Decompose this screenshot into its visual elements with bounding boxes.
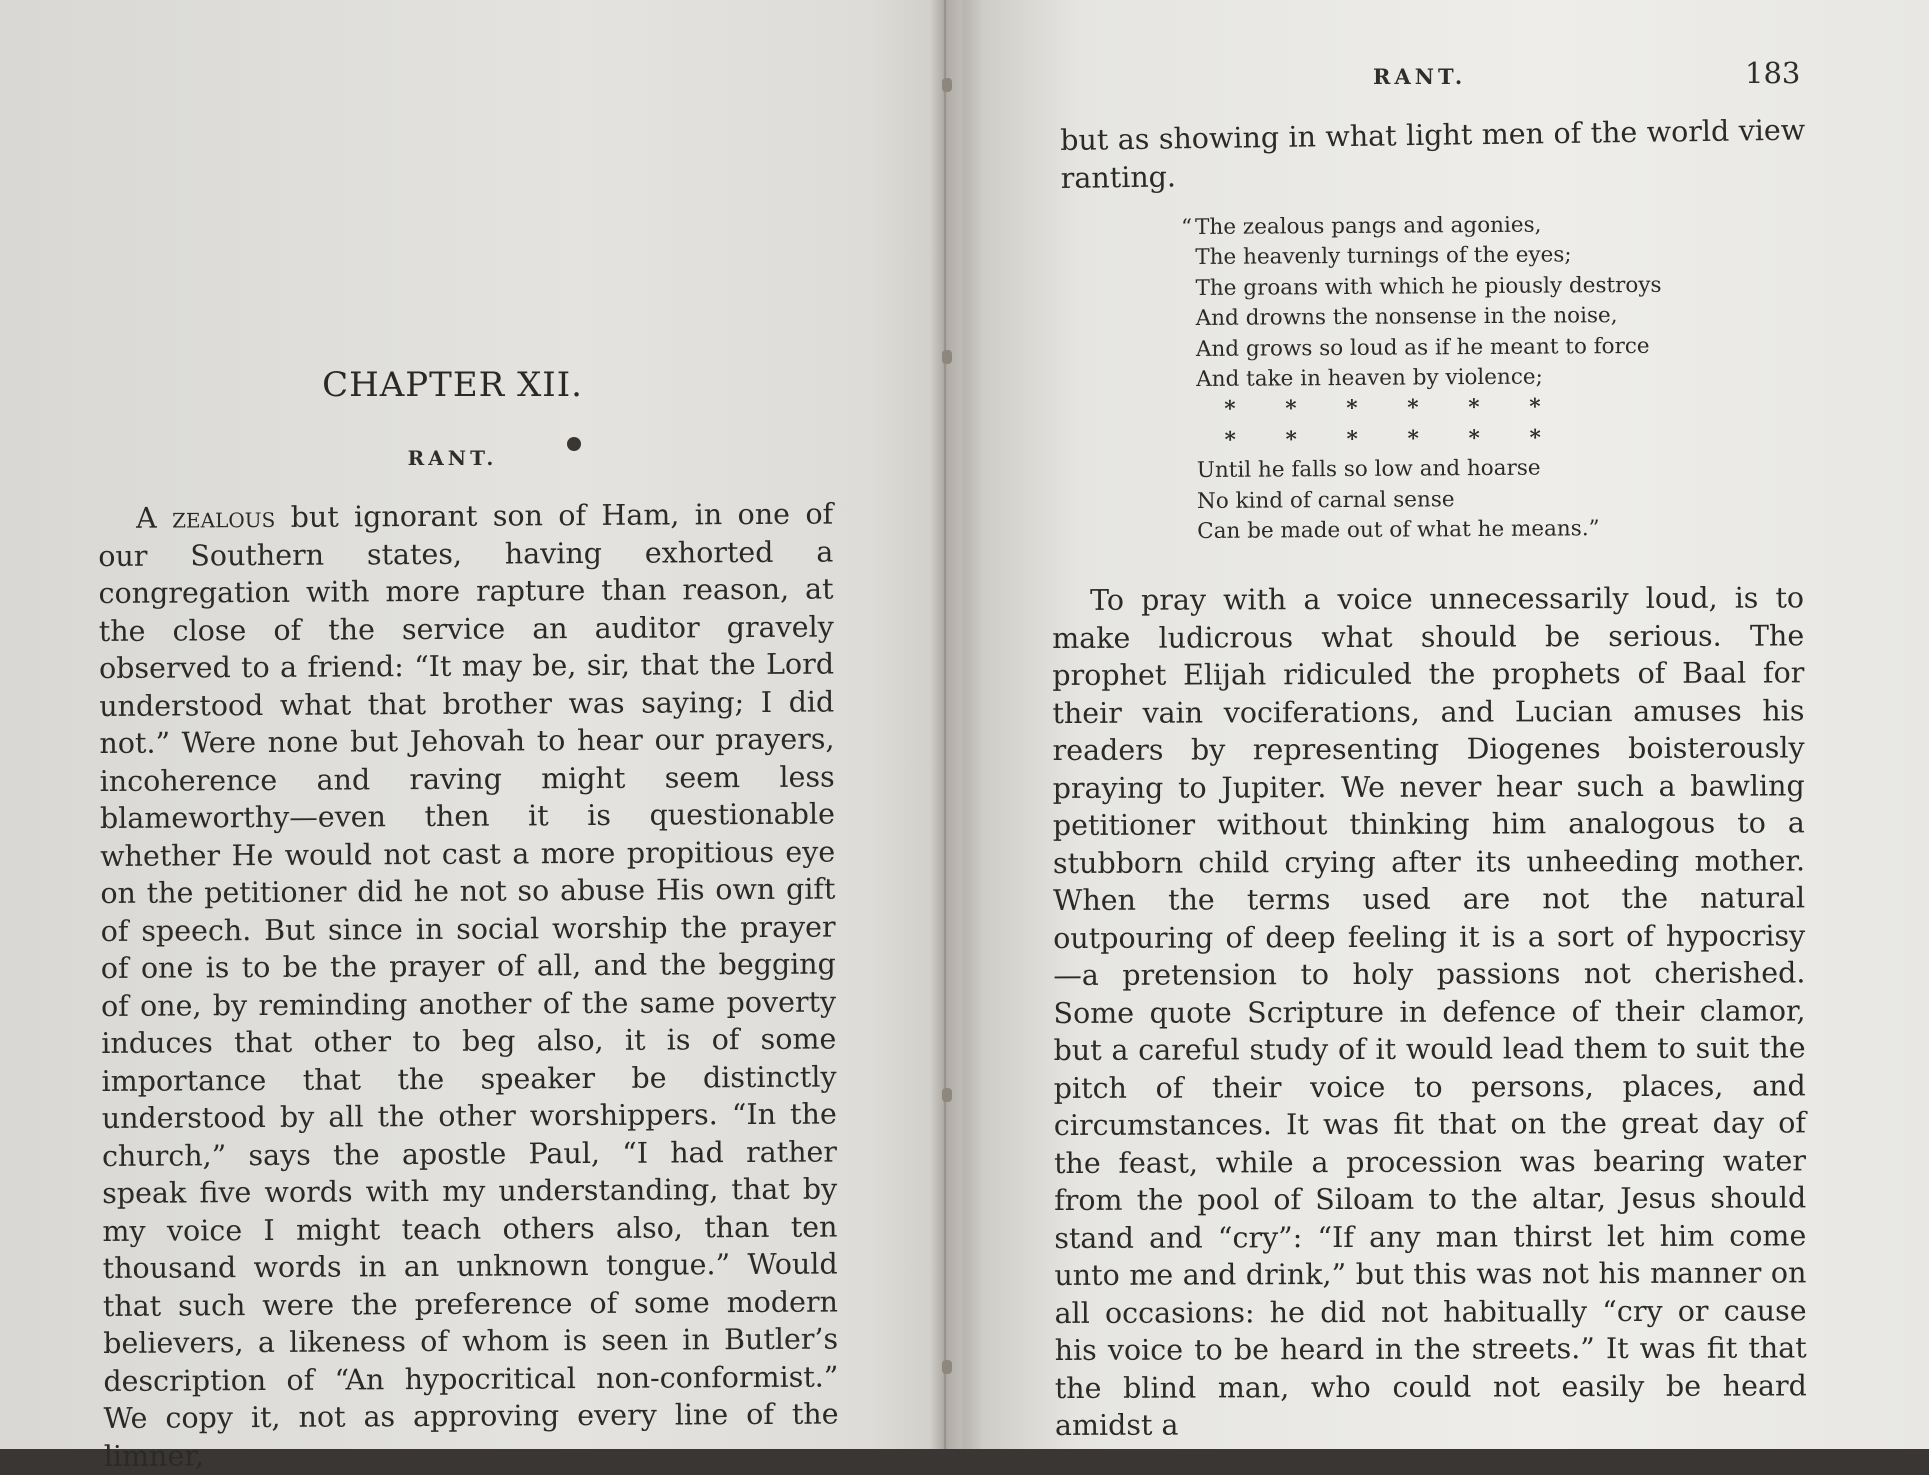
verse-stars-row — [1196, 392, 1662, 426]
star-mark: * — [1285, 427, 1297, 453]
binding-stitch — [942, 1088, 952, 1102]
right-body-text — [1052, 579, 1807, 1444]
star-mark: * — [1224, 427, 1236, 453]
verse-line: The heavenly turnings of the eyes; — [1195, 242, 1572, 271]
binding-stitch — [942, 78, 952, 92]
paragraph-lead: A — [136, 501, 173, 535]
star-mark: * — [1285, 396, 1297, 422]
star-mark: * — [1407, 395, 1419, 421]
verse-open-quote: “ — [1181, 215, 1193, 241]
right-intro-text — [1060, 112, 1806, 197]
chapter-title-text: CHAPTER XII. — [322, 365, 583, 405]
verse-line: The groans with which he piously destroys — [1195, 272, 1662, 301]
verse-line: And take in heaven by violence; — [1196, 364, 1543, 393]
verse-block — [1181, 210, 1663, 548]
left-body-text — [98, 496, 839, 1475]
star-mark: * — [1468, 395, 1480, 421]
right-paragraph: To pray with a voice unnecessarily loud, is to make ludicrous what should be serious. The prophet Elijah ridiculed the prophets of Baal for their vain vociferations, and Lucian amuses his readers by representing Diogenes boisterously praying to Jupiter. We never hear such a bawling petitioner without thinking him analogous to a stubborn child crying after its unheeding mother. When the terms used are not the natural outpouring of deep feeling it is a sort of hypocrisy—a pretension to holy passions not cherished. Some quote Scripture in defence of their clamor, but a careful study of it would lead them to suit the pitch of their voice to persons, places, and circumstances. It was fit that on the great day of the feast, while a procession was bearing water from the pool of Siloam to the altar, Jesus should stand and “cry”: “If any man thirst let him come unto me and drink,” but this was not his manner on all occasions: he did not habitually “cry or cause his voice to be heard in the streets.” It was fit that the blind man, who could not easily be heard amidst a — [1052, 581, 1807, 1442]
verse-line: The zealous pangs and agonies, — [1195, 212, 1542, 240]
page-number: 183 — [1745, 56, 1801, 90]
star-mark: * — [1468, 425, 1480, 451]
binding-stitch — [942, 1360, 952, 1374]
chapter-subtitle — [0, 446, 945, 470]
verse-line: And drowns the nonsense in the noise, — [1195, 303, 1618, 332]
star-mark: * — [1346, 396, 1358, 422]
star-mark: * — [1529, 395, 1541, 421]
running-head: RANT. — [1373, 64, 1467, 89]
intro-paragraph: but as showing in what light men of the world view ranting. — [1060, 113, 1806, 195]
paragraph-rest: but ignorant son of Ham, in one of our Southern states, having exhorted a congregation with more rapture than reason, at the close of the service an auditor gravely observed to a friend: “It may be, sir, that the Lord understood what that brother was saying; I did not.” Were none but Jehovah to hear our prayers, incoherence and raving might seem less blameworthy—even then it is questionable whether He would not cast a more propitious eye on the petitioner did he not so abuse His own gift of speech. But since in social worship the prayer of one is to be the prayer of all, and the begging of one, by reminding another of the same poverty induces that other to beg also, it is of some importance that the speaker be distinctly understood by all the other worshippers. “In the church,” says the apostle Paul, “I had rather speak five words with my understanding, that by my voice I might teach others also, than ten thousand words in an unknown tongue.” Would that such were the preference of some modern believers, a likeness of whom is seen in Butler’s description of “An hypocritical non-conformist.” We copy it, not as approving every line of the limner, — [98, 497, 839, 1473]
paragraph-smallcaps-word: zealous — [171, 500, 276, 535]
verse-stars-row — [1196, 423, 1662, 457]
verse-line: And grows so loud as if he meant to force — [1195, 333, 1650, 362]
left-paragraph — [98, 496, 839, 1475]
ink-spot — [567, 437, 581, 451]
verse-line: No kind of carnal sense — [1196, 486, 1455, 514]
star-mark: * — [1407, 426, 1419, 452]
chapter-subtitle-text: RANT. — [407, 446, 498, 470]
verse-line: Until he falls so low and hoarse — [1196, 455, 1541, 484]
verse-line: Can be made out of what he means.” — [1197, 516, 1600, 545]
star-mark: * — [1224, 397, 1236, 423]
star-mark: * — [1346, 426, 1358, 452]
chapter-title — [0, 365, 945, 405]
star-mark: * — [1529, 425, 1541, 451]
left-page — [0, 0, 945, 1473]
right-page — [955, 0, 1929, 1449]
binding-stitch — [942, 350, 952, 364]
